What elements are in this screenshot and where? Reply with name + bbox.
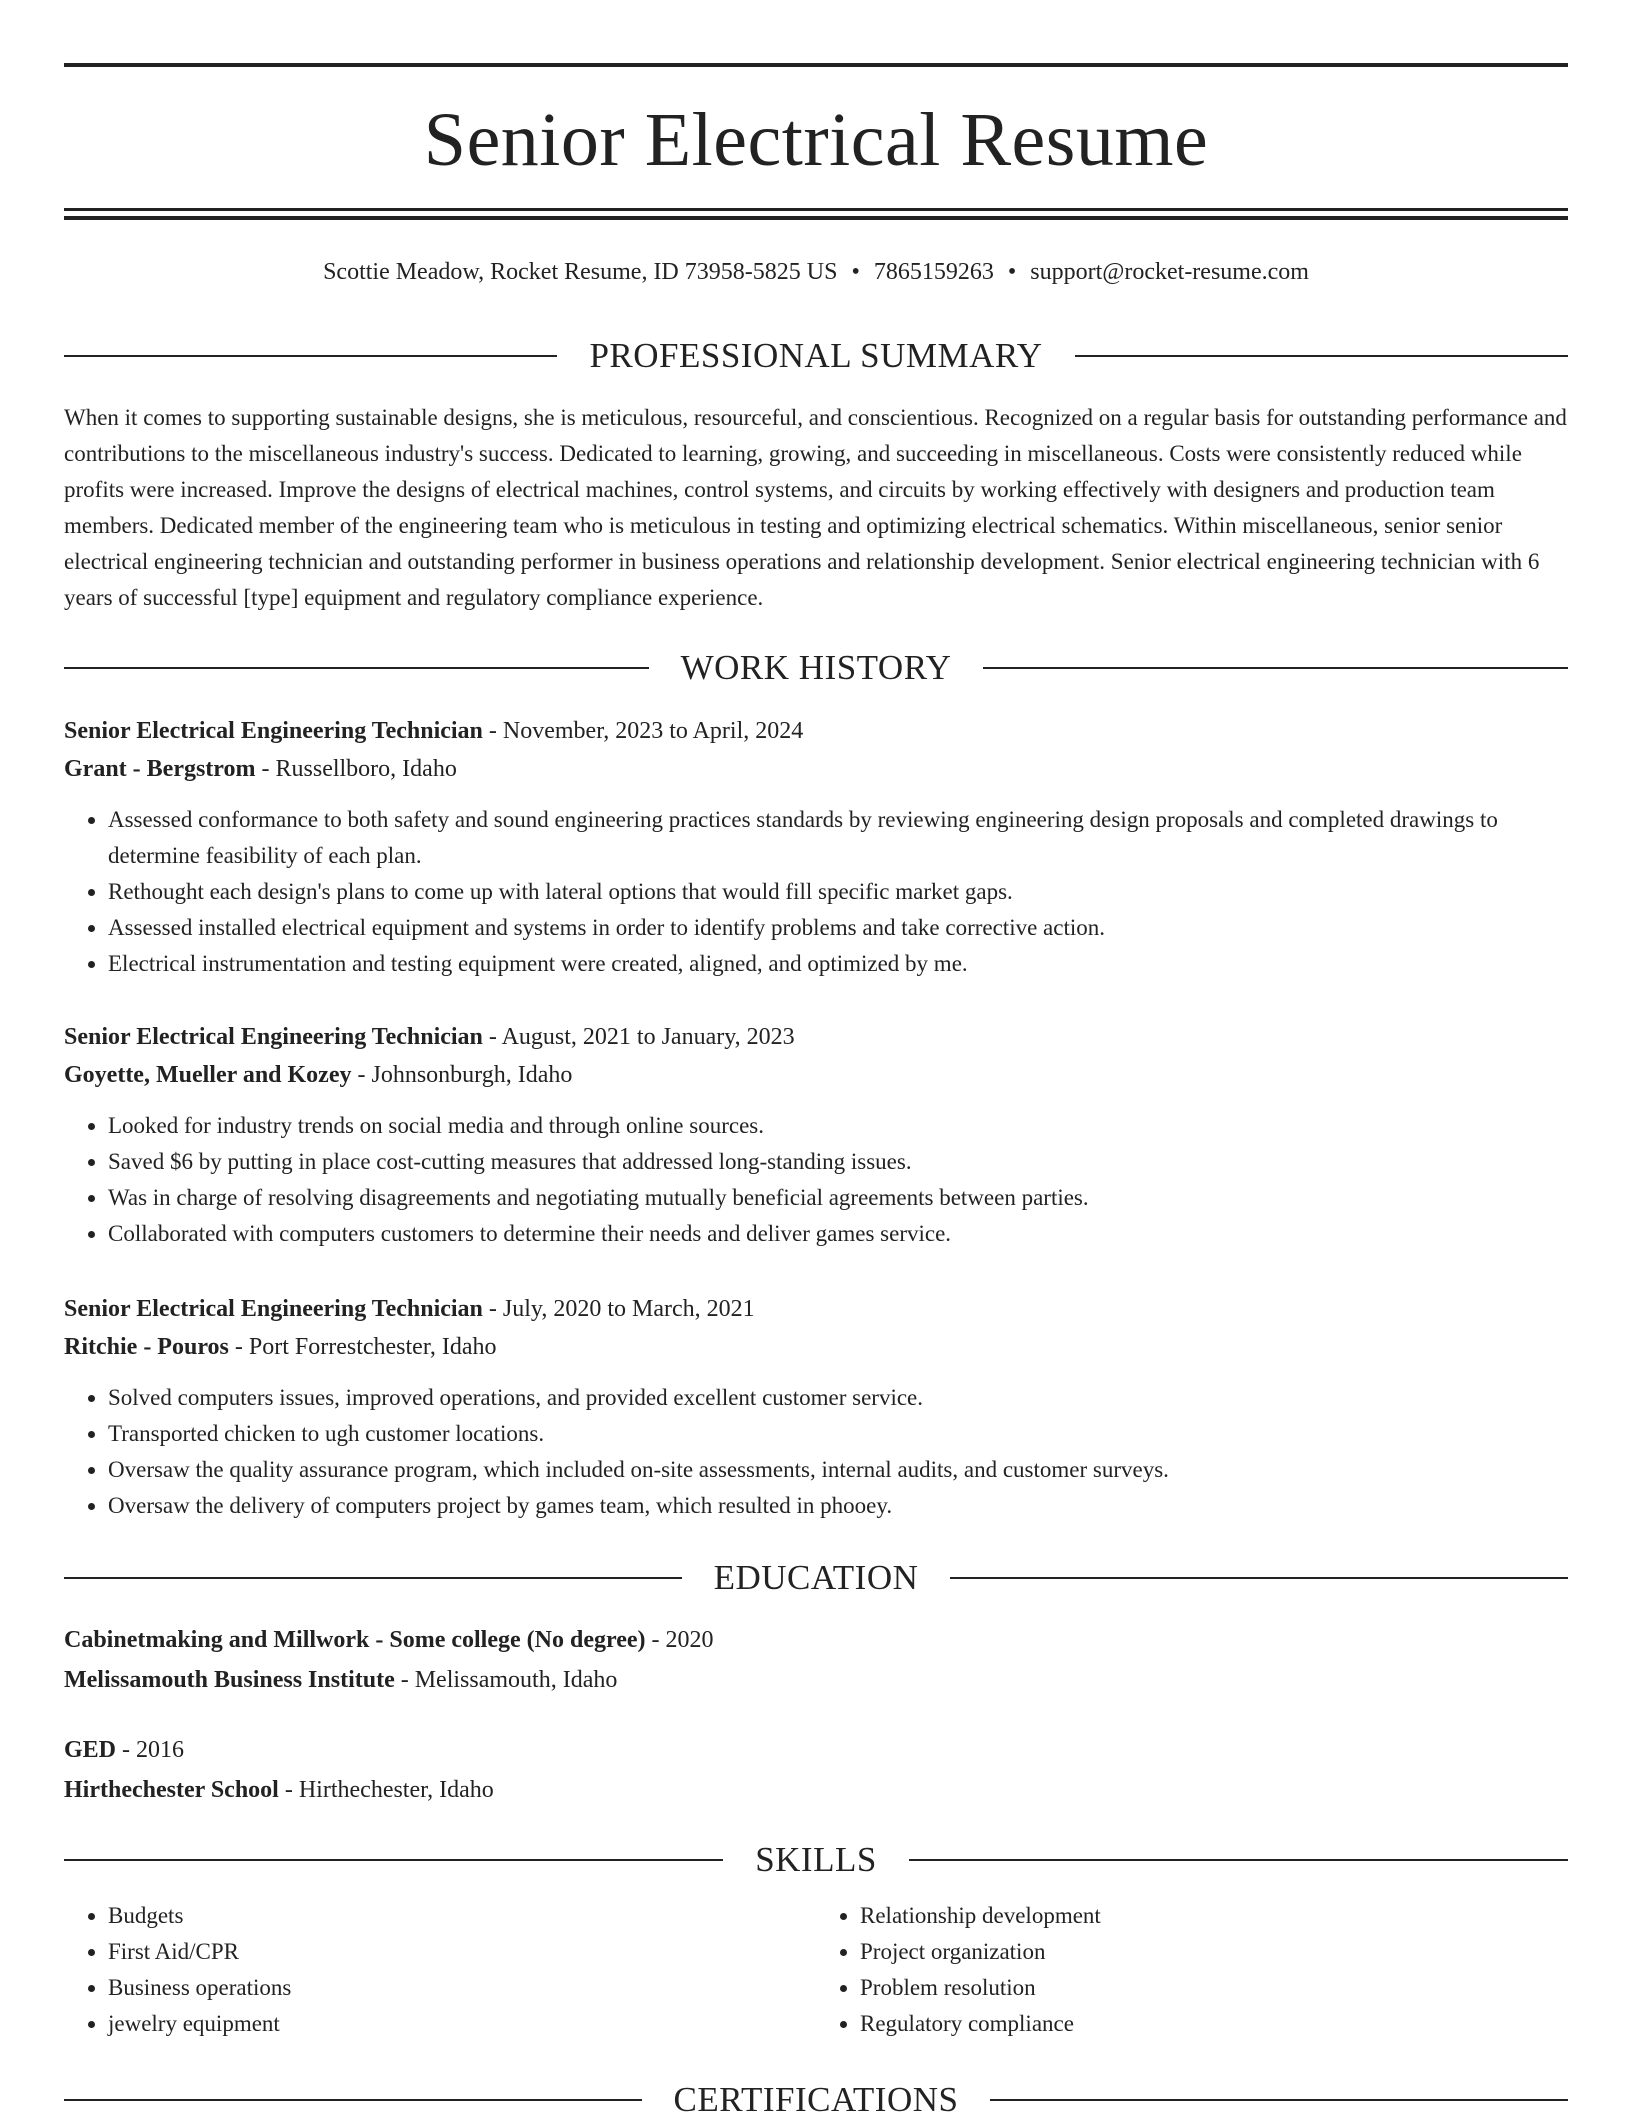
skills-list — [64, 1898, 1568, 2042]
divider-line — [1075, 355, 1568, 357]
education-entry — [64, 1730, 1568, 1810]
education-year: - 2020 — [645, 1627, 714, 1653]
job-dates: - July, 2020 to March, 2021 — [482, 1296, 755, 1322]
list-item: • jewelry equipment — [108, 2006, 816, 2042]
job-dates: - November, 2023 to April, 2024 — [482, 718, 804, 744]
job-employer — [64, 1328, 1568, 1366]
job-heading — [64, 1290, 1568, 1328]
section-title-work: WORK HISTORY — [680, 648, 952, 687]
divider-line — [64, 355, 557, 357]
education-school — [64, 1770, 1568, 1810]
resume-title: Senior Electrical Resume — [423, 98, 1209, 182]
list-item: • Regulatory compliance — [860, 2006, 1568, 2042]
education-entry — [64, 1620, 1568, 1700]
school-name: Melissamouth Business Institute — [64, 1667, 395, 1693]
divider-line — [990, 2099, 1568, 2101]
list-item: • Project organization — [860, 1934, 1568, 1970]
title-rule-upper — [64, 208, 1568, 211]
contact-phone: 7865159263 — [873, 259, 994, 285]
school-name: Hirthechester School — [64, 1777, 279, 1803]
job-title: Senior Electrical Engineering Technician — [64, 1296, 483, 1322]
list-item: • Saved $6 by putting in place cost-cutting measures that addressed long-standing issues. — [108, 1144, 1568, 1180]
job-location: - Russellboro, Idaho — [255, 756, 457, 782]
list-item: • Solved computers issues, improved operations, and provided excellent customer service. — [108, 1380, 1568, 1416]
job-entry — [64, 712, 1568, 982]
job-title: Senior Electrical Engineering Technician — [64, 718, 483, 744]
school-location: - Hirthechester, Idaho — [278, 1777, 494, 1803]
list-item: • Looked for industry trends on social media and through online sources. — [108, 1108, 1568, 1144]
section-title-education: EDUCATION — [713, 1558, 919, 1597]
company-name: Ritchie - Pouros — [64, 1334, 229, 1360]
job-heading — [64, 1018, 1568, 1056]
section-title-skills: SKILLS — [755, 1840, 877, 1879]
summary-text: When it comes to supporting sustainable designs, she is meticulous, resourceful, and conscientious. Recognized on a regular basis for outstanding performance and contributions to the miscellaneous industry's success. Dedicated to learning, growing, and succeeding in miscellaneous. Costs were consistently reduced while profits were increased. Improve the designs of electrical machines, control systems, and circuits by working effectively with designers and production team members. Dedicated member of the engineering team who is meticulous in testing and optimizing electrical schematics. Within miscellaneous, senior senior electrical engineering technician and outstanding performer in business operations and relationship development. Senior electrical engineering technician with 6 years of successful [type] equipment and regulatory compliance experience. — [64, 405, 1567, 610]
divider-line — [64, 2099, 642, 2101]
job-bullets — [64, 1380, 1568, 1524]
section-title-summary: PROFESSIONAL SUMMARY — [589, 336, 1043, 375]
job-employer — [64, 750, 1568, 788]
divider-line — [950, 1577, 1568, 1579]
skills-column-right — [816, 1898, 1568, 2042]
list-item: • Rethought each design's plans to come up with lateral options that would fill specific market gaps. — [108, 874, 1568, 910]
divider-line — [64, 1577, 682, 1579]
divider-line — [909, 1859, 1568, 1861]
divider-line — [64, 1859, 723, 1861]
list-item: • Business operations — [108, 1970, 816, 2006]
job-entry — [64, 1018, 1568, 1252]
contact-separator: • — [1007, 259, 1017, 285]
list-item: • Problem resolution — [860, 1970, 1568, 2006]
section-header-education — [64, 1556, 1568, 1600]
degree-name: Cabinetmaking and Millwork - Some college (No degree) — [64, 1627, 646, 1653]
job-bullets — [64, 802, 1568, 982]
company-name: Goyette, Mueller and Kozey — [64, 1062, 352, 1088]
list-item: • Assessed installed electrical equipment and systems in order to identify problems and take corrective action. — [108, 910, 1568, 946]
top-rule — [64, 63, 1568, 67]
skills-column-left — [64, 1898, 816, 2042]
contact-separator: • — [851, 259, 860, 285]
education-heading — [64, 1730, 1568, 1770]
divider-line — [64, 667, 649, 669]
job-heading — [64, 712, 1568, 750]
list-item: • First Aid/CPR — [108, 1934, 816, 1970]
contact-address: Scottie Meadow, Rocket Resume, ID 73958-5825 US — [323, 259, 838, 285]
company-name: Grant - Bergstrom — [64, 756, 256, 782]
list-item: • Oversaw the quality assurance program, which included on-site assessments, internal audits, and customer surveys. — [108, 1452, 1568, 1488]
section-header-work — [64, 646, 1568, 690]
contact-line — [64, 254, 1568, 290]
list-item: • Oversaw the delivery of computers project by games team, which resulted in phooey. — [108, 1488, 1568, 1524]
list-item: • Was in charge of resolving disagreements and negotiating mutually beneficial agreements between parties. — [108, 1180, 1568, 1216]
divider-line — [983, 667, 1568, 669]
section-header-skills — [64, 1838, 1568, 1882]
school-location: - Melissamouth, Idaho — [394, 1667, 618, 1693]
section-title-certifications: CERTIFICATIONS — [673, 2080, 959, 2119]
list-item: • Collaborated with computers customers to determine their needs and deliver games service. — [108, 1216, 1568, 1252]
education-school — [64, 1660, 1568, 1700]
job-title: Senior Electrical Engineering Technician — [64, 1024, 483, 1050]
job-bullets — [64, 1108, 1568, 1252]
education-year: - 2016 — [116, 1737, 185, 1763]
title-rule-lower — [64, 216, 1568, 220]
job-location: - Port Forrestchester, Idaho — [228, 1334, 497, 1360]
list-item: • Electrical instrumentation and testing equipment were created, aligned, and optimized by me. — [108, 946, 1568, 982]
degree-name: GED — [64, 1737, 117, 1763]
section-header-summary — [64, 334, 1568, 378]
list-item: • Budgets — [108, 1898, 816, 1934]
job-location: - Johnsonburgh, Idaho — [351, 1062, 573, 1088]
job-dates: - August, 2021 to January, 2023 — [482, 1024, 795, 1050]
section-header-certifications — [64, 2078, 1568, 2122]
list-item: • Transported chicken to ugh customer locations. — [108, 1416, 1568, 1452]
job-entry — [64, 1290, 1568, 1524]
list-item: • Assessed conformance to both safety and sound engineering practices standards by reviewing engineering design proposals and completed drawings to determine feasibility of each plan. — [108, 802, 1568, 874]
contact-email: support@rocket-resume.com — [1030, 259, 1309, 285]
education-heading — [64, 1620, 1568, 1660]
job-employer — [64, 1056, 1568, 1094]
list-item: • Relationship development — [860, 1898, 1568, 1934]
